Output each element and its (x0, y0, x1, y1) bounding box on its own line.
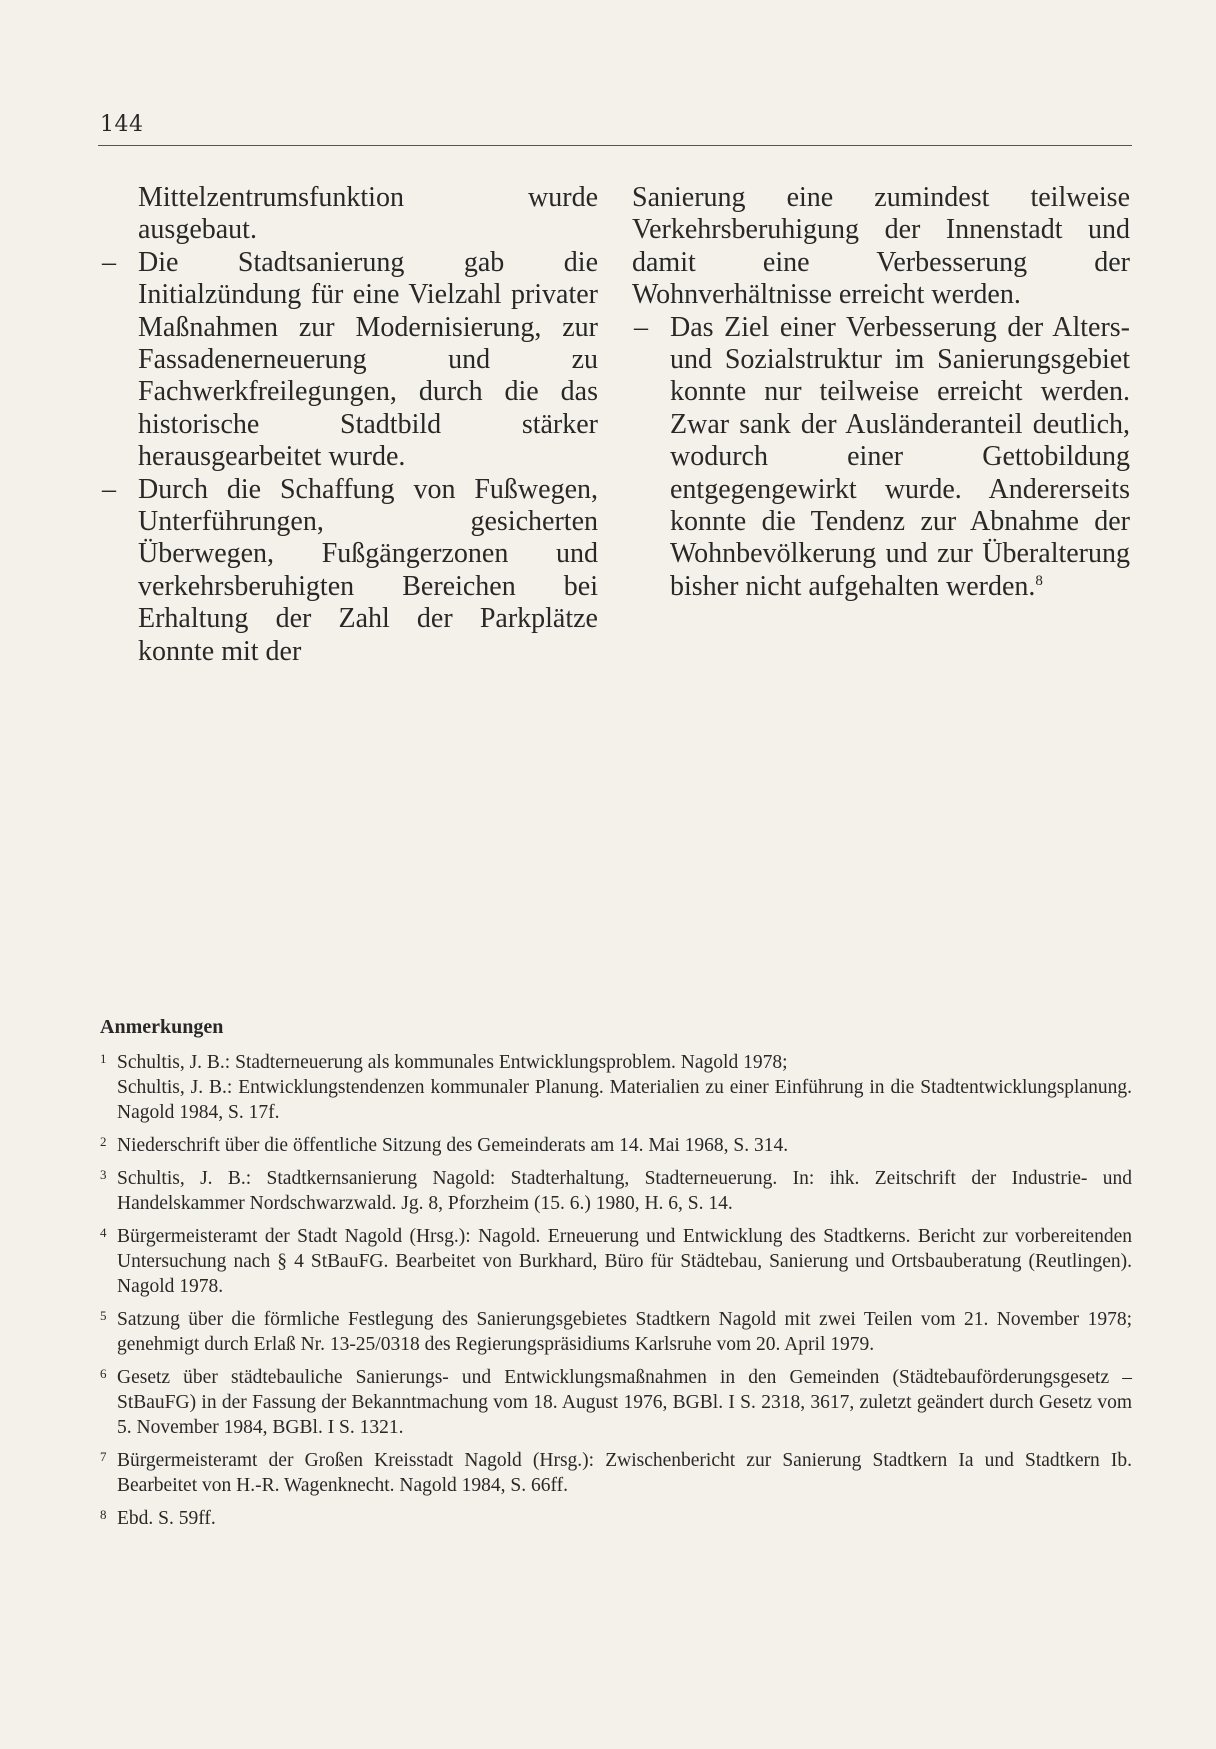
footnote-number: 3 (100, 1167, 107, 1182)
dash-bullet: – (634, 311, 648, 343)
footnote-text: Satzung über die förmliche Festlegung des Sanierungsgebietes Stadtkern Nagold mit zwei Teilen vom 21. November 1978; genehmigt durch Erlaß Nr. 13-25/0318 des Regierungspräsidiums Karlsruhe vom 20. April 1979. (117, 1309, 1132, 1355)
footnote-number: 5 (100, 1308, 107, 1323)
footnote-text: Schultis, J. B.: Stadtkernsanierung Nagold: Stadterhaltung, Stadterneuerung. In: ihk. Zeitschrift der Industrie- und Handelskammer Nordschwarzwald. Jg. 8, Pforzheim (15. 6.) 1980, H. 6, S. 14. (117, 1168, 1132, 1214)
left-column (100, 182, 598, 668)
footnote-number: 8 (100, 1507, 107, 1522)
dash-bullet: – (102, 246, 116, 278)
footnote (100, 1166, 1132, 1216)
footnote-text: Schultis, J. B.: Entwicklungstendenzen kommunaler Planung. Materialien zu einer Einführung in die Stadtentwicklungsplanung. Nagold 1984, S. 17f. (117, 1077, 1132, 1123)
footnote-text: Bürgermeisteramt der Stadt Nagold (Hrsg.): Nagold. Erneuerung und Entwicklung des Stadtkerns. Bericht zur vorbereitenden Untersuchung nach § 4 StBauFG. Bearbeitet von Burkhard, Büro für Städtebau, Sanierung und Ortsbauberatung (Reutlingen). Nagold 1978. (117, 1226, 1132, 1297)
footnote (100, 1307, 1132, 1357)
header-rule (98, 145, 1132, 146)
footnote (100, 1133, 1132, 1158)
footnote-text: Ebd. S. 59ff. (117, 1508, 216, 1529)
footnote-number: 6 (100, 1366, 107, 1381)
footnote-text: Schultis, J. B.: Stadterneuerung als kommunales Entwicklungsproblem. Nagold 1978; (117, 1052, 788, 1073)
footnote-reference[interactable]: 8 (1035, 572, 1043, 589)
footnote-text: Gesetz über städtebauliche Sanierungs- und Entwicklungsmaßnahmen in den Gemeinden (Städtebauförderungsgesetz – StBauFG) in der Fassung der Bekanntmachung vom 18. August 1976, BGBl. I S. 2318, 3617, zuletzt geändert durch Gesetz vom 5. November 1984, BGBl. I S. 1321. (117, 1367, 1132, 1438)
footnote (100, 1050, 1132, 1125)
footnote-text: Niederschrift über die öffentliche Sitzung des Gemeinderats am 14. Mai 1968, S. 314. (117, 1135, 789, 1156)
page-number: 144 (100, 112, 144, 137)
footnote-number: 7 (100, 1449, 107, 1464)
footnote-number: 1 (100, 1051, 107, 1066)
right-column (632, 182, 1130, 603)
footnote-text: Bürgermeisteramt der Großen Kreisstadt Nagold (Hrsg.): Zwischenbericht zur Sanierung Stadtkern Ia und Stadtkern Ib. Bearbeitet von H.-R. Wagenknecht. Nagold 1984, S. 66ff. (117, 1450, 1132, 1496)
footnote (100, 1448, 1132, 1498)
footnote-number: 4 (100, 1225, 107, 1240)
list-item (100, 247, 598, 474)
list-item (632, 312, 1130, 604)
list-item-text: Durch die Schaffung von Fußwegen, Unterführungen, gesicherten Überwegen, Fußgängerzonen und verkehrsberuhigten Bereichen bei Erhaltung der Zahl der Parkplätze konnte mit der (138, 473, 598, 667)
list-item (100, 474, 598, 668)
notes-section (100, 1015, 1132, 1539)
list-item-text: Die Stadtsanierung gab die Initialzündung für eine Vielzahl privater Maßnahmen zur Modernisierung, zur Fassadenerneuerung und zu Fachwerkfreilegungen, durch die das historische Stadtbild stärker herausgearbeitet wurde. (138, 246, 598, 473)
footnote (100, 1506, 1132, 1531)
paragraph-continuation: Mittelzentrumsfunktion wurde ausgebaut. (138, 182, 598, 246)
footnote (100, 1365, 1132, 1440)
footnote (100, 1224, 1132, 1299)
paragraph-continuation: Sanierung eine zumindest teilweise Verkehrsberuhigung der Innenstadt und damit eine Verbesserung der Wohnverhältnisse erreicht werden. (632, 182, 1130, 311)
dash-bullet: – (102, 473, 116, 505)
footnote-number: 2 (100, 1134, 107, 1149)
list-item-text: Das Ziel einer Verbesserung der Alters- und Sozialstruktur im Sanierungsgebiet konnte nur teilweise erreicht werden. Zwar sank der Ausländeranteil deutlich, wodurch einer Gettobildung entgegengewirkt wurde. Andererseits konnte die Tendenz zur Abnahme der Wohnbevölkerung und zur Überalterung bisher nicht aufgehalten werden. (670, 311, 1130, 602)
notes-heading: Anmerkungen (100, 1016, 224, 1038)
